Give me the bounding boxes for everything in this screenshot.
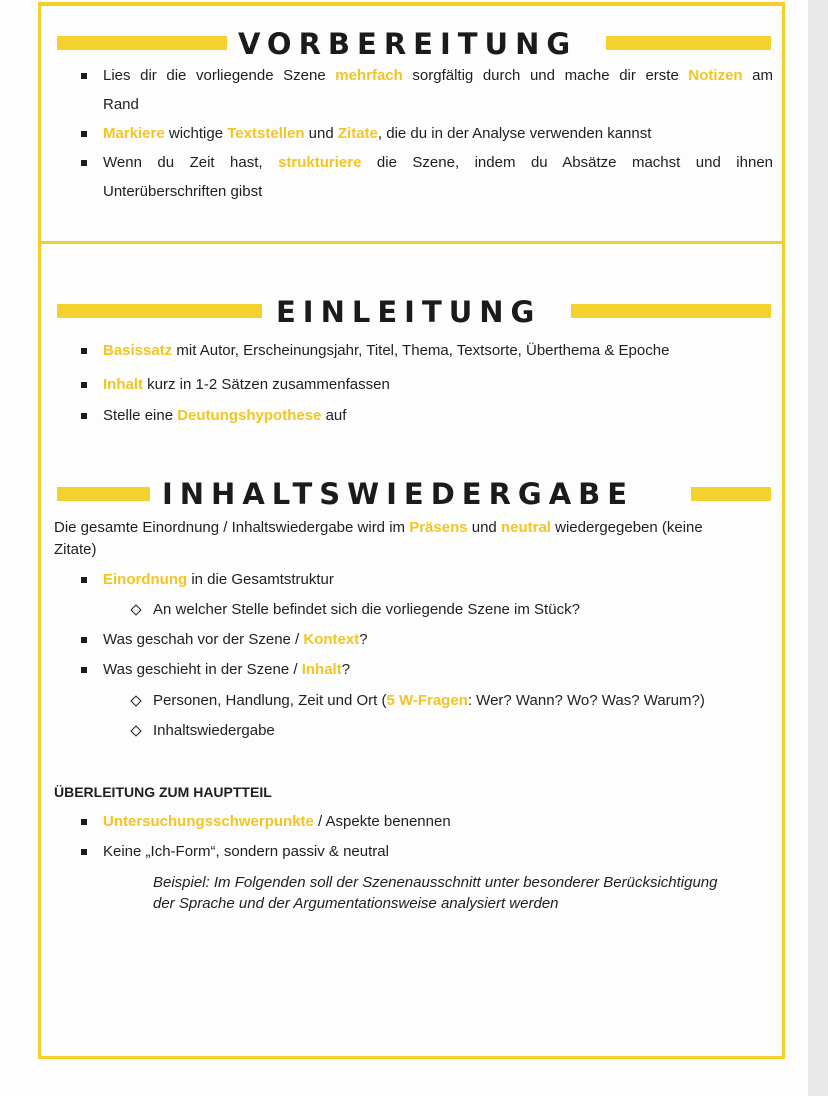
heading-bar-right [571,304,771,318]
bullet-text: Basissatz mit Autor, Erscheinungsjahr, Titel, Thema, Textsorte, Überthema & Epoche [103,342,670,359]
bullet-text: Einordnung in die Gesamtstruktur [103,571,334,588]
heading-bar-left [57,36,227,50]
sub-bullet-text: An welcher Stelle befindet sich die vorliegende Szene im Stück? [153,601,580,618]
bullet-text: Keine „Ich-Form“, sondern passiv & neutral [103,843,389,860]
example-text: Beispiel: Im Folgenden soll der Szenenausschnitt unter besonderer Berücksichtigung [153,874,718,891]
bullet-icon [81,160,87,166]
bullet-icon [81,413,87,419]
bullet-icon [81,849,87,855]
section-divider [40,241,784,244]
heading-inhaltswiedergabe: INHALTSWIEDERGABE [162,477,635,511]
bullet-text: Markiere wichtige Textstellen und Zitate, die du in der Analyse verwenden kannst [103,125,652,142]
bullet-icon [81,819,87,825]
bullet-text: Stelle eine Deutungshypothese auf [103,407,347,424]
bullet-text: Inhalt kurz in 1-2 Sätzen zusammenfassen [103,376,390,393]
bullet-icon [81,667,87,673]
bullet-icon [81,577,87,583]
heading-bar-left [57,304,262,318]
bullet-text: Was geschah vor der Szene / Kontext? [103,631,368,648]
heading-bar-left [57,487,150,501]
bullet-text: Untersuchungsschwerpunkte / Aspekte benennen [103,813,451,830]
example-text-cont: der Sprache und der Argumentationsweise analysiert werden [153,895,559,912]
subheading-ueberleitung: ÜBERLEITUNG ZUM HAUPTTEIL [54,784,272,800]
intro-text-cont: Zitate) [54,541,97,558]
sub-bullet-text: Inhaltswiedergabe [153,722,275,739]
bullet-text-cont: Rand [103,96,139,113]
sub-bullet-text: Personen, Handlung, Zeit und Ort (5 W-Fragen: Wer? Wann? Wo? Was? Warum?) [153,692,705,709]
heading-einleitung: EINLEITUNG [276,295,542,329]
bullet-icon [81,131,87,137]
bullet-text: Was geschieht in der Szene / Inhalt? [103,661,351,678]
bullet-text: Wenn du Zeit hast, strukturiere die Szene, indem du Absätze machst und ihnen [103,154,774,171]
heading-bar-right [691,487,771,501]
bullet-text-cont: Unterüberschriften gibst [103,183,263,200]
bullet-icon [81,382,87,388]
bullet-icon [81,73,87,79]
bullet-text: Lies dir die vorliegende Szene mehrfach sorgfältig durch und mache dir erste Notizen am [103,67,774,84]
bullet-icon [81,637,87,643]
heading-bar-right [606,36,771,50]
heading-vorbereitung: VORBEREITUNG [238,27,578,61]
intro-text: Die gesamte Einordnung / Inhaltswiedergabe wird im Präsens und neutral wiedergegeben (keine [54,519,703,536]
bullet-icon [81,348,87,354]
